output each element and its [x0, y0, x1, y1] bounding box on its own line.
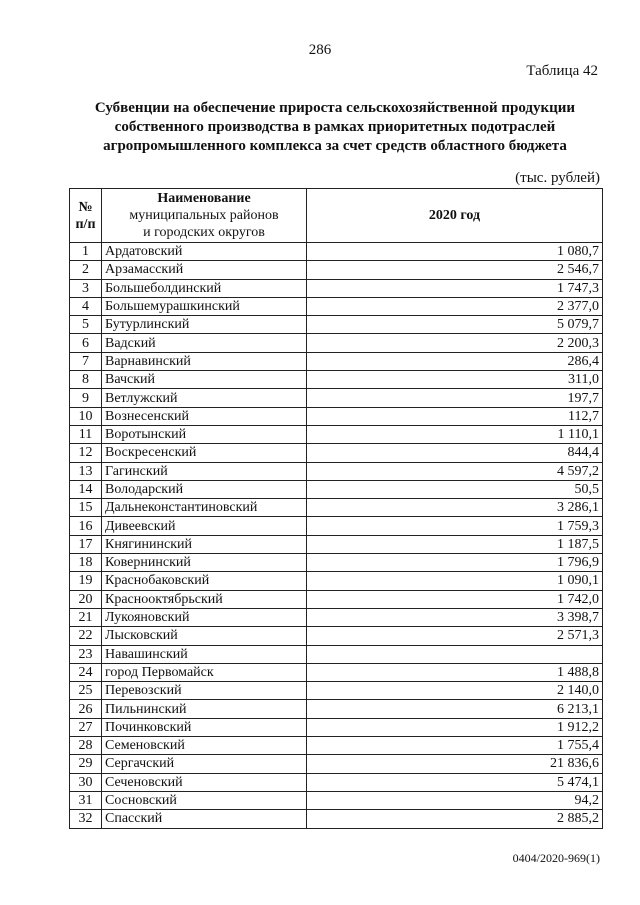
row-number-cell: 26	[70, 700, 102, 718]
table-row	[70, 499, 603, 517]
row-number-cell: 7	[70, 352, 102, 370]
row-name-cell: Спасский	[102, 810, 307, 828]
table-row	[70, 407, 603, 425]
row-number-cell: 1	[70, 243, 102, 261]
row-name-cell: Сосновский	[102, 791, 307, 809]
row-value-cell: 844,4	[307, 444, 603, 462]
row-name-cell: Варнавинский	[102, 352, 307, 370]
table-row	[70, 572, 603, 590]
row-name-cell: Сергачский	[102, 755, 307, 773]
row-number-cell: 27	[70, 718, 102, 736]
row-name-cell: Воскресенский	[102, 444, 307, 462]
row-number-cell: 32	[70, 810, 102, 828]
row-number-cell: 8	[70, 371, 102, 389]
row-number-cell: 12	[70, 444, 102, 462]
row-number-cell: 28	[70, 737, 102, 755]
document-code: 0404/2020-969(1)	[512, 851, 600, 865]
table-row	[70, 297, 603, 315]
row-name-cell: Большемурашкинский	[102, 297, 307, 315]
table-row	[70, 645, 603, 663]
header-number-line: №	[78, 199, 93, 215]
row-number-cell: 17	[70, 535, 102, 553]
row-name-cell: Воротынский	[102, 425, 307, 443]
row-name-cell: Ветлужский	[102, 389, 307, 407]
row-number-cell: 3	[70, 279, 102, 297]
row-number-cell: 29	[70, 755, 102, 773]
row-value-cell: 1 488,8	[307, 663, 603, 681]
title-line: агропромышленного комплекса за счет средств областного бюджета	[103, 138, 567, 154]
row-name-cell: Лысковский	[102, 627, 307, 645]
row-name-cell: Бутурлинский	[102, 316, 307, 334]
row-number-cell: 16	[70, 517, 102, 535]
row-value-cell: 5 474,1	[307, 773, 603, 791]
row-value-cell: 1 080,7	[307, 243, 603, 261]
row-value-cell: 94,2	[307, 791, 603, 809]
header-name-line: Наименование	[157, 191, 251, 206]
units-label: (тыс. рублей)	[515, 170, 600, 186]
row-value-cell: 311,0	[307, 371, 603, 389]
row-name-cell: Семеновский	[102, 737, 307, 755]
table-row	[70, 462, 603, 480]
table-row	[70, 590, 603, 608]
table-row	[70, 371, 603, 389]
table-row	[70, 608, 603, 626]
row-name-cell: Вознесенский	[102, 407, 307, 425]
row-name-cell: Краснооктябрьский	[102, 590, 307, 608]
row-value-cell	[307, 645, 603, 663]
table-row	[70, 261, 603, 279]
table-row	[70, 444, 603, 462]
row-value-cell: 1 090,1	[307, 572, 603, 590]
row-number-cell: 2	[70, 261, 102, 279]
table-row	[70, 535, 603, 553]
table-row	[70, 352, 603, 370]
row-value-cell: 5 079,7	[307, 316, 603, 334]
table-row	[70, 663, 603, 681]
page-number: 286	[308, 42, 332, 58]
row-number-cell: 15	[70, 499, 102, 517]
row-number-cell: 31	[70, 791, 102, 809]
row-name-cell: Володарский	[102, 480, 307, 498]
table-row	[70, 791, 603, 809]
row-name-cell: Дальнеконстантиновский	[102, 499, 307, 517]
row-name-cell: Ковернинский	[102, 554, 307, 572]
row-number-cell: 24	[70, 663, 102, 681]
table-label: Таблица 42	[526, 63, 598, 79]
table-row	[70, 554, 603, 572]
row-value-cell: 1 796,9	[307, 554, 603, 572]
row-name-cell: Дивеевский	[102, 517, 307, 535]
row-name-cell: Арзамасский	[102, 261, 307, 279]
row-value-cell: 2 140,0	[307, 682, 603, 700]
row-name-cell: Пильнинский	[102, 700, 307, 718]
row-value-cell: 112,7	[307, 407, 603, 425]
subsidy-table	[69, 188, 603, 829]
row-value-cell: 1 759,3	[307, 517, 603, 535]
header-name-line: и городских округов	[143, 225, 265, 240]
row-number-cell: 23	[70, 645, 102, 663]
table-body	[70, 243, 603, 829]
table-row	[70, 517, 603, 535]
row-value-cell: 197,7	[307, 389, 603, 407]
row-number-cell: 30	[70, 773, 102, 791]
table-row	[70, 480, 603, 498]
row-number-cell: 6	[70, 334, 102, 352]
row-value-cell: 50,5	[307, 480, 603, 498]
row-value-cell: 6 213,1	[307, 700, 603, 718]
row-value-cell: 1 187,5	[307, 535, 603, 553]
row-name-cell: Починковский	[102, 718, 307, 736]
table-row	[70, 279, 603, 297]
row-number-cell: 5	[70, 316, 102, 334]
row-name-cell: Вачский	[102, 371, 307, 389]
row-number-cell: 4	[70, 297, 102, 315]
table-row	[70, 425, 603, 443]
row-value-cell: 1 742,0	[307, 590, 603, 608]
row-value-cell: 1 912,2	[307, 718, 603, 736]
row-value-cell: 2 571,3	[307, 627, 603, 645]
table-row	[70, 718, 603, 736]
table-row	[70, 682, 603, 700]
row-value-cell: 286,4	[307, 352, 603, 370]
row-number-cell: 25	[70, 682, 102, 700]
row-name-cell: Княгининский	[102, 535, 307, 553]
table-row	[70, 627, 603, 645]
table-row	[70, 700, 603, 718]
table-header-row	[70, 189, 603, 243]
row-number-cell: 19	[70, 572, 102, 590]
row-value-cell: 1 747,3	[307, 279, 603, 297]
row-value-cell: 1 110,1	[307, 425, 603, 443]
table-row	[70, 389, 603, 407]
row-number-cell: 18	[70, 554, 102, 572]
document-title	[70, 99, 600, 156]
row-value-cell: 21 836,6	[307, 755, 603, 773]
row-value-cell: 2 885,2	[307, 810, 603, 828]
header-name-line: муниципальных районов	[129, 208, 279, 223]
row-name-cell: Сеченовский	[102, 773, 307, 791]
row-name-cell: Ардатовский	[102, 243, 307, 261]
row-value-cell: 2 200,3	[307, 334, 603, 352]
row-name-cell: город Первомайск	[102, 663, 307, 681]
row-name-cell: Краснобаковский	[102, 572, 307, 590]
title-line: собственного производства в рамках приоритетных подотраслей	[114, 119, 556, 135]
table-row	[70, 316, 603, 334]
row-number-cell: 14	[70, 480, 102, 498]
row-name-cell: Лукояновский	[102, 608, 307, 626]
table-row	[70, 334, 603, 352]
row-number-cell: 9	[70, 389, 102, 407]
header-year: 2020 год	[307, 189, 603, 243]
table-row	[70, 737, 603, 755]
row-value-cell: 3 286,1	[307, 499, 603, 517]
row-number-cell: 20	[70, 590, 102, 608]
row-number-cell: 13	[70, 462, 102, 480]
row-value-cell: 1 755,4	[307, 737, 603, 755]
row-value-cell: 3 398,7	[307, 608, 603, 626]
row-name-cell: Большеболдинский	[102, 279, 307, 297]
row-name-cell: Гагинский	[102, 462, 307, 480]
table-row	[70, 810, 603, 828]
row-name-cell: Вадский	[102, 334, 307, 352]
row-name-cell: Перевозский	[102, 682, 307, 700]
table-row	[70, 243, 603, 261]
row-number-cell: 22	[70, 627, 102, 645]
table-row	[70, 755, 603, 773]
row-value-cell: 2 546,7	[307, 261, 603, 279]
title-line: Субвенции на обеспечение прироста сельскохозяйственной продукции	[94, 100, 576, 116]
row-number-cell: 11	[70, 425, 102, 443]
header-number-line: п/п	[75, 216, 96, 232]
header-name	[102, 189, 307, 243]
row-value-cell: 4 597,2	[307, 462, 603, 480]
row-value-cell: 2 377,0	[307, 297, 603, 315]
row-name-cell: Навашинский	[102, 645, 307, 663]
row-number-cell: 10	[70, 407, 102, 425]
row-number-cell: 21	[70, 608, 102, 626]
header-number	[70, 189, 102, 243]
table-row	[70, 773, 603, 791]
